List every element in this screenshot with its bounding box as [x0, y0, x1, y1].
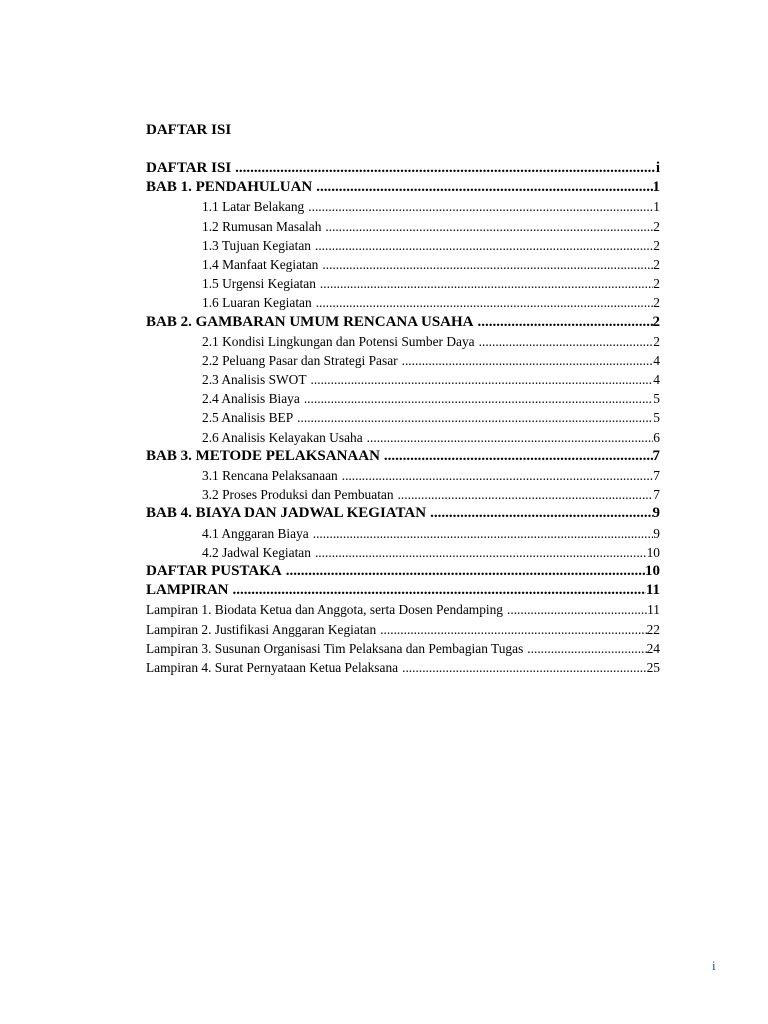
toc-entry — [146, 293, 660, 312]
toc-entry-page: 2 — [653, 218, 660, 234]
toc-entry-page: 7 — [653, 468, 660, 483]
toc-entry-label: 1.6 Luaran Kegiatan — [202, 295, 312, 311]
toc-entry-label: 3.2 Proses Produksi dan Pembuatan — [202, 487, 394, 503]
toc-leader-dots — [402, 351, 654, 370]
toc-entry — [146, 639, 660, 658]
toc-leader-dots — [398, 485, 654, 504]
toc-leader-dots — [478, 313, 653, 332]
toc-leader-dots — [315, 236, 653, 255]
toc-entry — [146, 332, 660, 351]
toc-leader-dots — [367, 428, 654, 447]
toc-entry — [146, 159, 660, 178]
toc-entry — [146, 581, 660, 600]
toc-leader-dots — [527, 639, 646, 658]
page-number: i — [712, 958, 716, 973]
toc-entry — [146, 389, 660, 408]
toc-entry — [146, 197, 660, 216]
toc-entry-page: 5 — [653, 391, 660, 407]
table-of-contents — [146, 159, 660, 677]
toc-entry-page: 2 — [653, 237, 660, 253]
toc-entry-page: 2 — [652, 313, 660, 330]
toc-leader-dots — [322, 255, 653, 274]
toc-leader-dots — [325, 217, 653, 236]
toc-entry — [146, 370, 660, 389]
toc-entry-label: DAFTAR ISI — [146, 160, 232, 176]
toc-leader-dots — [316, 293, 654, 312]
toc-leader-dots — [311, 370, 654, 389]
toc-entry — [146, 543, 660, 562]
toc-entry-label: 2.1 Kondisi Lingkungan dan Potensi Sumber Daya — [202, 333, 475, 349]
toc-entry-page: 11 — [647, 602, 660, 618]
toc-entry-label: Lampiran 2. Justifikasi Anggaran Kegiatan — [146, 621, 377, 637]
toc-entry — [146, 620, 660, 639]
page-title: DAFTAR ISI — [146, 122, 232, 138]
toc-leader-dots — [316, 178, 652, 197]
toc-entry-label: 1.1 Latar Belakang — [202, 199, 305, 215]
toc-entry-page: 1 — [652, 179, 660, 196]
toc-entry-label: 2.3 Analisis SWOT — [202, 372, 307, 388]
toc-entry-page: 6 — [653, 429, 660, 445]
toc-entry — [146, 600, 660, 619]
toc-entry — [146, 178, 660, 197]
toc-entry-page: 7 — [653, 487, 660, 503]
toc-entry-page: 7 — [652, 447, 660, 464]
toc-entry-page: 5 — [653, 410, 660, 426]
toc-entry-page: 10 — [645, 562, 660, 579]
toc-leader-dots — [315, 543, 647, 562]
toc-entry — [146, 485, 660, 504]
toc-entry-label: Lampiran 3. Susunan Organisasi Tim Pelaksana dan Pembagian Tugas — [146, 640, 524, 656]
toc-entry-page: i — [655, 160, 660, 176]
toc-entry-page: 10 — [646, 544, 660, 560]
toc-leader-dots — [380, 620, 646, 639]
toc-leader-dots — [479, 332, 654, 351]
toc-entry — [146, 274, 660, 293]
toc-entry-page: 25 — [646, 659, 660, 675]
toc-leader-dots — [308, 197, 653, 216]
toc-leader-dots — [235, 159, 656, 178]
toc-entry-label: BAB 1. PENDAHULUAN — [146, 179, 313, 196]
toc-entry-label: 3.1 Rencana Pelaksanaan — [202, 468, 338, 483]
toc-entry-label: 2.2 Peluang Pasar dan Strategi Pasar — [202, 352, 398, 368]
toc-entry — [146, 217, 660, 236]
toc-leader-dots — [430, 504, 652, 523]
toc-entry-label: BAB 3. METODE PELAKSANAAN — [146, 447, 380, 464]
toc-entry-label: 2.5 Analisis BEP — [202, 410, 294, 426]
toc-entry-label: 4.2 Jadwal Kegiatan — [202, 544, 311, 560]
toc-leader-dots — [402, 658, 647, 677]
toc-leader-dots — [507, 600, 647, 619]
toc-entry — [146, 428, 660, 447]
toc-entry — [146, 562, 660, 581]
toc-entry-page: 22 — [646, 621, 660, 637]
toc-entry-page: 2 — [653, 295, 660, 311]
toc-leader-dots — [233, 581, 646, 600]
toc-entry-page: 2 — [653, 256, 660, 272]
toc-leader-dots — [342, 466, 654, 485]
toc-entry — [146, 524, 660, 543]
toc-entry-label: Lampiran 1. Biodata Ketua dan Anggota, serta Dosen Pendamping — [146, 602, 503, 618]
toc-entry — [146, 447, 660, 466]
toc-entry-label: 2.4 Analisis Biaya — [202, 391, 300, 407]
toc-entry — [146, 504, 660, 523]
toc-entry-page: 9 — [653, 525, 660, 541]
toc-entry-page: 4 — [653, 352, 660, 368]
toc-entry-label: 1.4 Manfaat Kegiatan — [202, 256, 319, 272]
toc-entry — [146, 466, 660, 485]
toc-leader-dots — [384, 447, 653, 466]
toc-entry — [146, 351, 660, 370]
toc-entry-page: 2 — [653, 276, 660, 292]
toc-leader-dots — [313, 524, 654, 543]
toc-entry-label: LAMPIRAN — [146, 582, 229, 599]
toc-entry-label: 2.6 Analisis Kelayakan Usaha — [202, 429, 363, 445]
toc-entry-page: 11 — [645, 582, 660, 599]
toc-entry-page: 4 — [653, 372, 660, 388]
toc-entry-label: BAB 4. BIAYA DAN JADWAL KEGIATAN — [146, 505, 427, 522]
toc-leader-dots — [304, 389, 653, 408]
toc-entry-label: DAFTAR PUSTAKA — [146, 562, 282, 579]
toc-leader-dots — [297, 408, 653, 427]
toc-entry — [146, 236, 660, 255]
toc-entry — [146, 408, 660, 427]
toc-entry-page: 24 — [646, 640, 660, 656]
toc-entry-page: 9 — [652, 505, 660, 522]
toc-entry-label: 1.2 Rumusan Masalah — [202, 218, 322, 234]
toc-entry-label: 4.1 Anggaran Biaya — [202, 525, 309, 541]
toc-entry — [146, 658, 660, 677]
toc-entry-label: 1.5 Urgensi Kegiatan — [202, 276, 316, 292]
toc-entry — [146, 313, 660, 332]
toc-entry-page: 1 — [653, 199, 660, 215]
toc-entry-label: Lampiran 4. Surat Pernyataan Ketua Pelaksana — [146, 659, 399, 675]
toc-entry-page: 2 — [653, 333, 660, 349]
toc-leader-dots — [320, 274, 653, 293]
toc-entry — [146, 255, 660, 274]
toc-entry-label: BAB 2. GAMBARAN UMUM RENCANA USAHA — [146, 313, 474, 330]
toc-entry-label: 1.3 Tujuan Kegiatan — [202, 237, 311, 253]
toc-leader-dots — [286, 562, 645, 581]
